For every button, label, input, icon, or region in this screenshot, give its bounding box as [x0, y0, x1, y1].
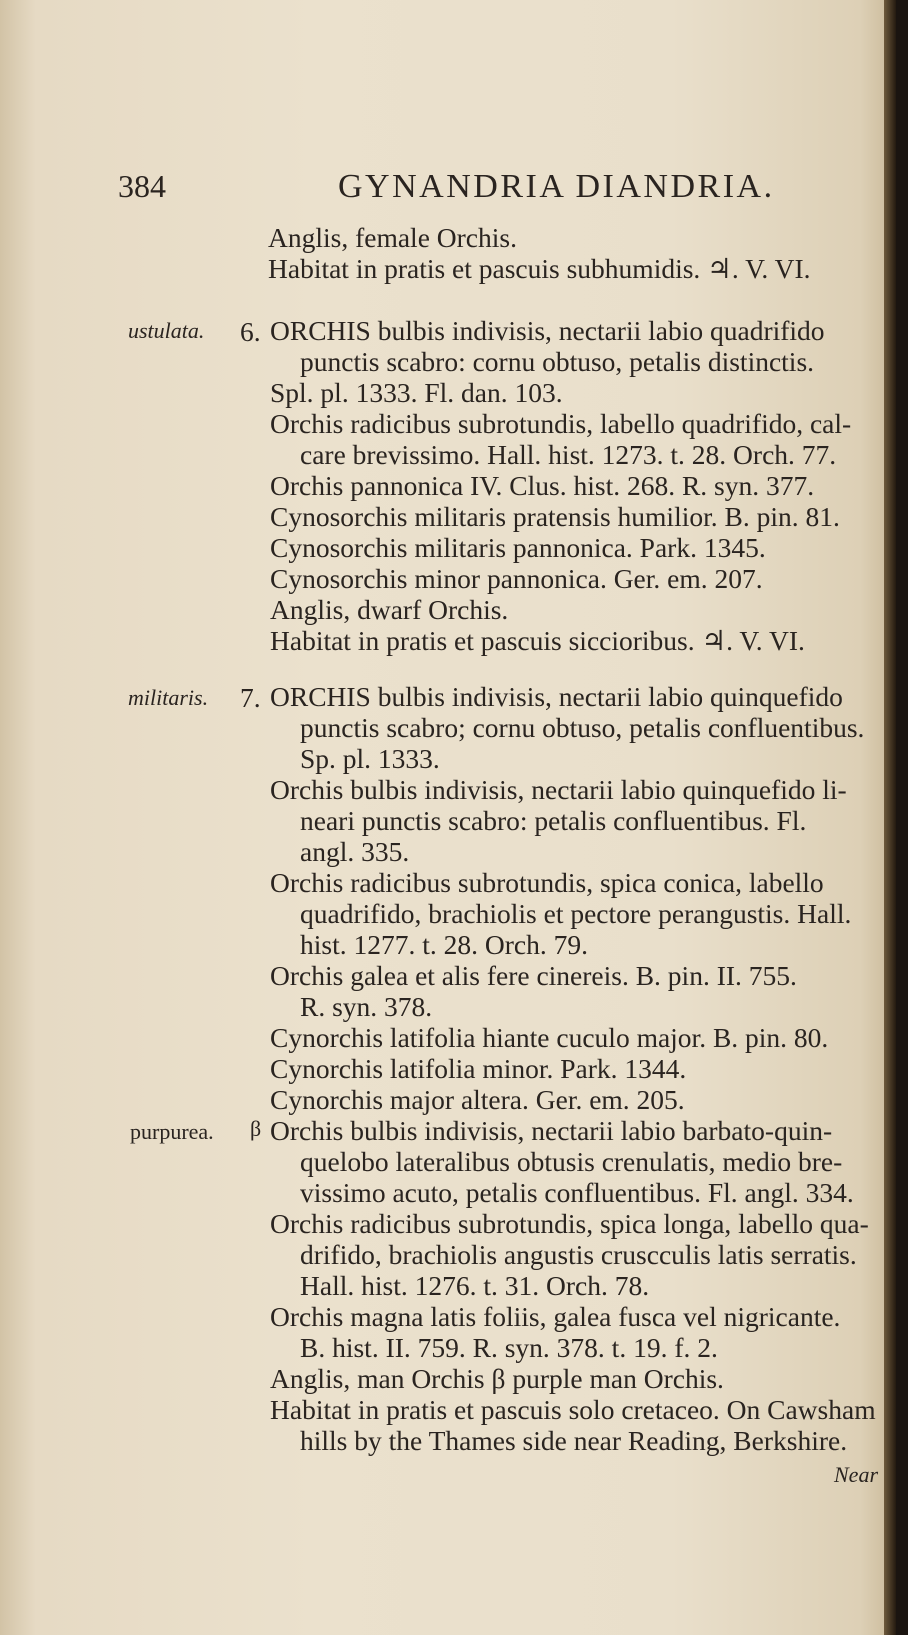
text-line: Cynorchis latifolia hiante cuculo major. B. pin. 80. — [270, 1022, 829, 1053]
text-line: Habitat in pratis et pascuis subhumidis. ♃. V. VI. — [268, 253, 811, 284]
margin-label-ustulata: ustulata. — [128, 318, 205, 343]
text-line: ORCHIS bulbis indivisis, nectarii labio quadrifido — [270, 315, 825, 346]
text-line: B. hist. II. 759. R. syn. 378. t. 19. f. 2. — [300, 1332, 718, 1363]
text-line: Cynosorchis minor pannonica. Ger. em. 207. — [270, 563, 763, 594]
text-line: Sp. pl. 1333. — [300, 743, 440, 774]
text-line: quadrifido, brachiolis et pectore perangustis. Hall. — [300, 898, 852, 929]
text-line: Orchis galea et alis fere cinereis. B. pin. II. 755. — [270, 960, 797, 991]
catchword: Near — [834, 1462, 878, 1487]
text-line: hills by the Thames side near Reading, Berkshire. — [300, 1425, 848, 1456]
text-line: quelobo lateralibus obtusis crenulatis, medio bre- — [300, 1146, 843, 1177]
margin-label-purpurea: purpurea. — [130, 1119, 214, 1144]
text-line: Spl. pl. 1333. Fl. dan. 103. — [270, 377, 563, 408]
margin-label-militaris: militaris. — [128, 685, 209, 710]
text-line: hist. 1277. t. 28. Orch. 79. — [300, 929, 588, 960]
text-line: neari punctis scabro: petalis confluentibus. Fl. — [300, 805, 807, 836]
text-line: Cynorchis major altera. Ger. em. 205. — [270, 1084, 685, 1115]
text-line: Orchis bulbis indivisis, nectarii labio barbato-quin- — [270, 1115, 833, 1146]
text-line: angl. 335. — [300, 836, 410, 867]
text-line: Orchis radicibus subrotundis, spica conica, labello — [270, 867, 824, 898]
page-number: 384 — [118, 168, 166, 204]
text-line: R. syn. 378. — [300, 991, 433, 1022]
entry-number: 7. — [240, 682, 261, 713]
text-line: care brevissimo. Hall. hist. 1273. t. 28. Orch. 77. — [300, 439, 837, 470]
text-line: Orchis magna latis foliis, galea fusca vel nigricante. — [270, 1301, 841, 1332]
text-line: punctis scabro; cornu obtuso, petalis confluentibus. — [300, 712, 865, 743]
text-line: Habitat in pratis et pascuis siccioribus. ♃. V. VI. — [270, 625, 805, 656]
text-line: Cynosorchis militaris pannonica. Park. 1345. — [270, 532, 766, 563]
text-line: Hall. hist. 1276. t. 31. Orch. 78. — [300, 1270, 650, 1301]
variety-marker: β — [250, 1116, 262, 1141]
text-line: Anglis, dwarf Orchis. — [270, 594, 509, 625]
text-line: Orchis pannonica IV. Clus. hist. 268. R. syn. 377. — [270, 470, 815, 501]
text-line: Habitat in pratis et pascuis solo cretaceo. On Cawsham — [270, 1394, 876, 1425]
text-line: vissimo acuto, petalis confluentibus. Fl. angl. 334. — [300, 1177, 854, 1208]
text-line: drifido, brachiolis angustis cruscculis latis serratis. — [300, 1239, 857, 1270]
text-line: Orchis radicibus subrotundis, spica longa, labello qua- — [270, 1208, 869, 1239]
text-line: Anglis, female Orchis. — [268, 222, 517, 253]
page-title: GYNANDRIA DIANDRIA. — [338, 168, 775, 205]
text-line: ORCHIS bulbis indivisis, nectarii labio quinquefido — [270, 681, 843, 712]
text-line: punctis scabro: cornu obtuso, petalis distinctis. — [300, 346, 815, 377]
entry-number: 6. — [240, 316, 261, 347]
text-line: Orchis bulbis indivisis, nectarii labio quinquefido li- — [270, 774, 847, 805]
text-line: Anglis, man Orchis β purple man Orchis. — [270, 1363, 724, 1394]
page-edge — [884, 0, 896, 1635]
text-line: Orchis radicibus subrotundis, labello quadrifido, cal- — [270, 408, 852, 439]
text-line: Cynosorchis militaris pratensis humilior. B. pin. 81. — [270, 501, 840, 532]
text-line: Cynorchis latifolia minor. Park. 1344. — [270, 1053, 687, 1084]
